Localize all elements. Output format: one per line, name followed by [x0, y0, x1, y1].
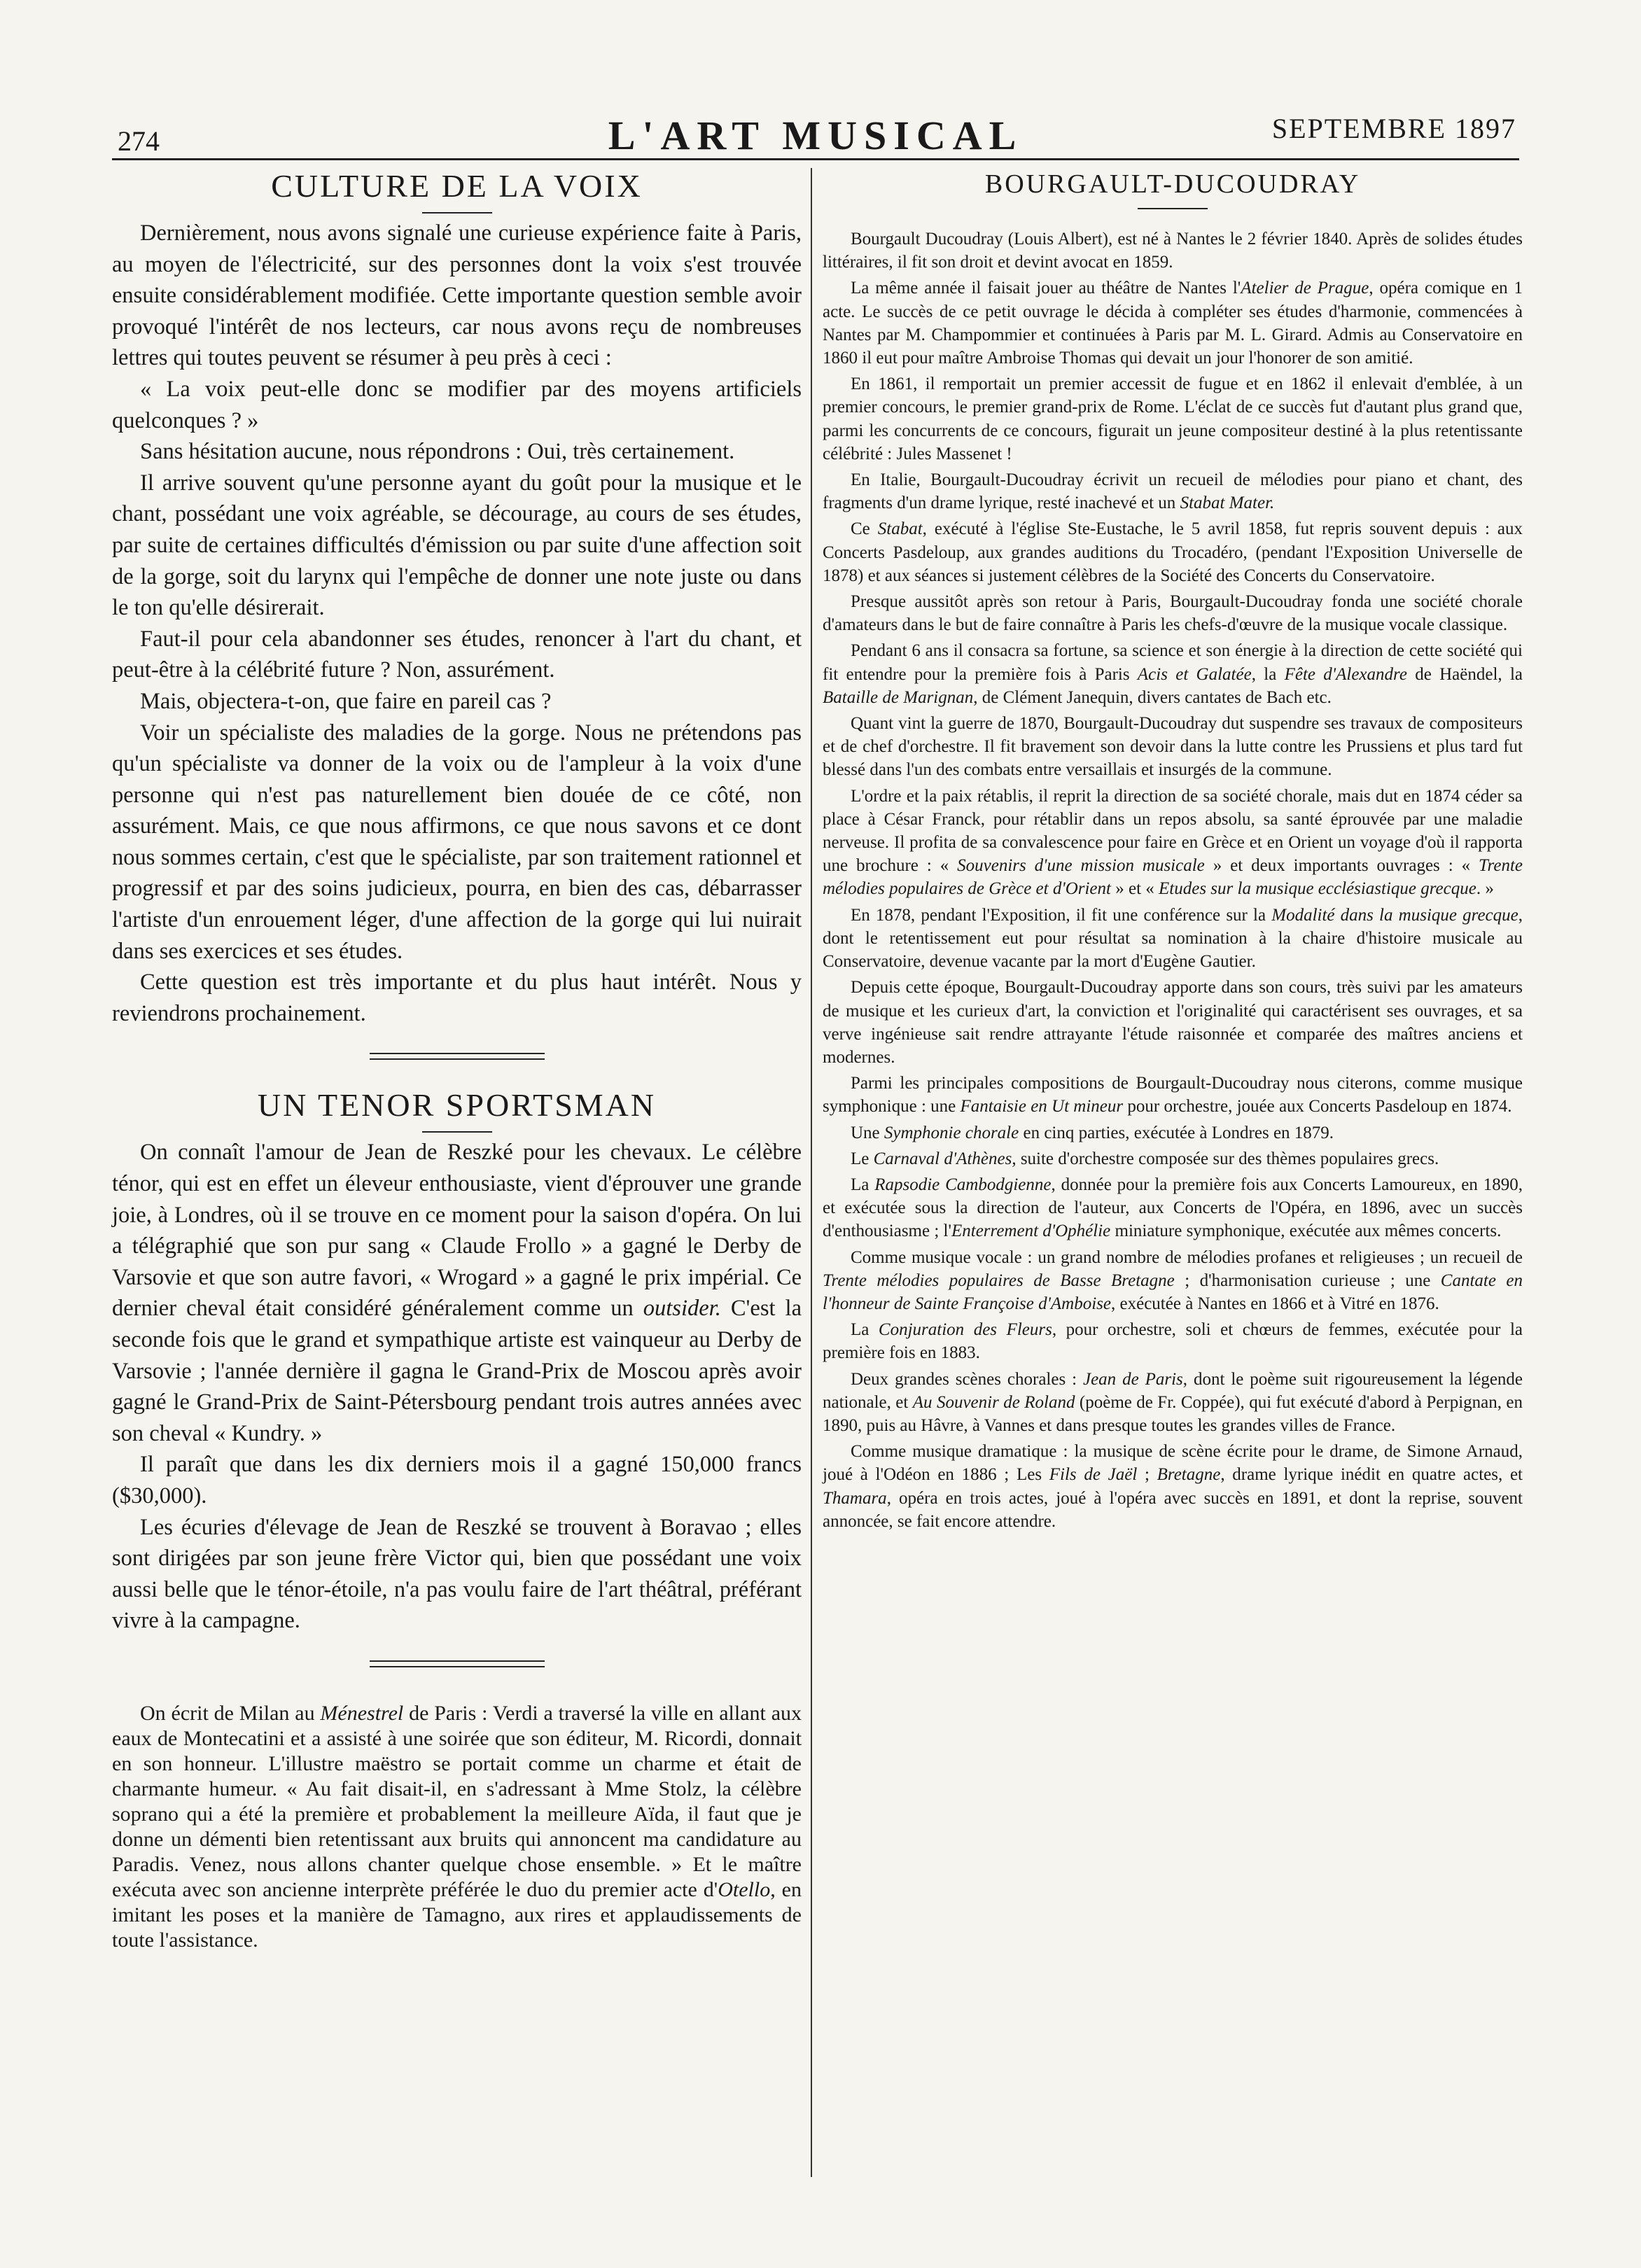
- bio-paragraph: Comme musique dramatique : la musique de scène écrite pour le drame, de Simone Arnaud, joué à l'Odéon en 1886 ; Les Fils de Jaël ; Bretagne, drame lyrique inédit en quatre actes, et Thamara, opéra en trois actes, joué à l'opéra avec succès en 1891, et dont la reprise, souvent annoncée, se fait encore attendre.: [823, 1442, 1523, 1531]
- bio-paragraph: La même année il faisait jouer au théâtre de Nantes l'Atelier de Prague, opéra comique en 1 acte. Le succès de ce petit ouvrage le décida à compléter ses études d'harmonie, commencées à Nantes par M. Champommier et continuées à Paris par M. L. Girard. Admis au Conservatoire en 1860 il eut pour maître Ambroise Thomas qui devait un jour l'honorer de son amitié.: [823, 279, 1523, 368]
- culture-paragraph: Mais, objectera-t-on, que faire en pareil cas ?: [140, 688, 552, 714]
- tenor-paragraph: On connaît l'amour de Jean de Reszké pour les chevaux. Le célèbre ténor, qui est en effet un éleveur enthousiaste, vient d'éprouver une grande joie, à Londres, où il se trouve en ce moment pour la saison d'opéra. On lui a télégraphié que son pur sang « Claude Frollo » a gagné le Derby de Varsovie et que son autre favori, « Wrogard » a gagné le prix impérial. Ce dernier cheval était considéré généralement comme un outsider. C'est la seconde fois que le grand et sympathique artiste est vainqueur au Derby de Varsovie ; l'année dernière il gagna le Grand-Prix de Moscou après avoir gagné le Grand-Prix de Saint-Pétersbourg pendant trois autres années avec son cheval « Kundry. »: [112, 1140, 802, 1446]
- issue-date: SEPTEMBRE 1897: [1271, 113, 1516, 144]
- column-divider: [811, 168, 812, 2177]
- bio-paragraph: La Conjuration des Fleurs, pour orchestre, soli et chœurs de femmes, exécutée pour la première fois en 1883.: [823, 1320, 1523, 1363]
- bio-paragraph: En Italie, Bourgault-Ducoudray écrivit un recueil de mélodies pour piano et chant, des fragments d'un drame lyrique, resté inachevé et un Stabat Mater.: [823, 470, 1523, 513]
- bio-paragraph: En 1878, pendant l'Exposition, il fit une conférence sur la Modalité dans la musique grecque, dont le retentissement eut pour résultat sa nomination à la chaire d'histoire musicale au Conservatoire, devenue vacante par la mort d'Eugène Gautier.: [823, 905, 1523, 972]
- culture-paragraph: Cette question est très importante et du plus haut intérêt. Nous y reviendrons prochainement.: [112, 969, 802, 1026]
- page-number: 274: [118, 125, 160, 157]
- culture-paragraph: Voir un spécialiste des maladies de la gorge. Nous ne prétendons pas qu'un spécialiste va donner de la voix ou de l'ampleur à la voix d'une personne qui n'est pas naturellement bien douée de ce côté, non assurément. Mais, ce que nous affirmons, ce que nous savons et ce dont nous sommes certain, c'est que le spécialiste, par son traitement rationnel et progressif et par des soins judicieux, pourra, en bien des cas, débarrasser l'artiste d'un enrouement léger, d'une affection de la gorge qui lui nuirait dans ses exercices et ses études.: [112, 720, 802, 964]
- bio-paragraph: Bourgault Ducoudray (Louis Albert), est né à Nantes le 2 février 1840. Après de solides études littéraires, il fit son droit et devint avocat en 1859.: [823, 230, 1523, 272]
- culture-paragraph: Sans hésitation aucune, nous répondrons : Oui, très certainement.: [140, 439, 735, 465]
- bio-paragraph: L'ordre et la paix rétablis, il reprit la direction de sa société chorale, mais dut en 1874 céder sa place à César Franck, pour rétablir dans un repos absolu, sa santé éprouvée par une maladie nerveuse. Il profita de sa convalescence pour faire en Grèce et en Orient un voyage d'où il rapporta une brochure : « Souvenirs d'une mission musicale » et deux importants ouvrages : « Trente mélodies populaires de Grèce et d'Orient » et « Etudes sur la musique ecclésiastique grecque. »: [823, 786, 1523, 899]
- bourgault-title: BOURGAULT-DUCOUDRAY: [984, 169, 1361, 199]
- bio-paragraph: Comme musique vocale : un grand nombre de mélodies profanes et religieuses ; un recueil de Trente mélodies populaires de Basse Bretagne ; d'harmonisation curieuse ; une Cantate en l'honneur de Sainte Françoise d'Amboise, exécutée à Nantes en 1866 et à Vitré en 1876.: [823, 1247, 1523, 1313]
- bio-paragraph: Quant vint la guerre de 1870, Bourgault-Ducoudray dut suspendre ses travaux de compositeurs et de chef d'orchestre. Il fit bravement son devoir dans la lutte contre les Prussiens et plus tard fut blessé dans l'un des combats entre versaillais et insurgés de la commune.: [823, 714, 1523, 780]
- bio-paragraph: Presque aussitôt après son retour à Paris, Bourgault-Ducoudray fonda une société chorale d'amateurs dans le but de faire connaître à Paris les chefs-d'œuvre de la musique vocale classique.: [823, 592, 1523, 635]
- bio-paragraph: Parmi les principales compositions de Bourgault-Ducoudray nous citerons, comme musique symphonique : une Fantaisie en Ut mineur pour orchestre, jouée aux Concerts Pasdeloup en 1874.: [823, 1074, 1523, 1116]
- bio-paragraph: Pendant 6 ans il consacra sa fortune, sa science et son énergie à la direction de cette société qui fit entendre pour la première fois à Paris Acis et Galatée, la Fête d'Alexandre de Haëndel, la Bataille de Marignan, de Clément Janequin, divers cantates de Bach etc.: [823, 641, 1523, 707]
- bio-paragraph: Une Symphonie chorale en cinq parties, exécutée à Londres en 1879.: [851, 1123, 1334, 1142]
- title-rule: [422, 212, 492, 214]
- tenor-paragraph: Il paraît que dans les dix derniers mois il a gagné 150,000 francs ($30,000).: [112, 1452, 802, 1508]
- journal-title: L'ART MUSICAL: [608, 113, 1024, 158]
- tenor-title: UN TENOR SPORTSMAN: [257, 1087, 657, 1124]
- culture-paragraph: « La voix peut-elle donc se modifier par des moyens artificiels quelconques ? »: [112, 376, 802, 433]
- tenor-paragraph: Les écuries d'élevage de Jean de Reszké se trouvent à Boravao ; elles sont dirigées par son jeune frère Victor qui, bien que possédant une voix aussi belle que le ténor-étoile, n'a pas voulu faire de l'art théâtral, préférant vivre à la campagne.: [112, 1514, 802, 1634]
- right-column: [823, 164, 1523, 1536]
- header-rule: [112, 158, 1519, 160]
- milan-paragraph: On écrit de Milan au Ménestrel de Paris : Verdi a traversé la ville en allant aux eaux de Montecatini et a assisté à une soirée que son éditeur, M. Ricordi, donnait en son honneur. L'illustre maëstro se portait comme un charme et était de charmante humeur. « Au fait disait-il, en s'adressant à Mme Stolz, la célèbre soprano qui a été la première et probablement la meilleure Aïda, il faut que je donne un démenti bien retentissant aux bruits qui annoncent ma candidature au Paradis. Venez, nous allons chanter quelque chose ensemble. » Et le maître exécuta avec son ancienne interprète préférée le duo du premier acte d'Otello, en imitant les poses et la manière de Tamagno, aux rires et applaudissements de toute l'assistance.: [112, 1701, 802, 1952]
- bio-paragraph: Le Carnaval d'Athènes, suite d'orchestre composée sur des thèmes populaires grecs.: [851, 1149, 1439, 1168]
- title-rule: [1138, 208, 1208, 209]
- section-separator: [370, 1053, 545, 1060]
- culture-paragraph: Il arrive souvent qu'une personne ayant du goût pour la musique et le chant, possédant une voix agréable, se décourage, au cours de ses études, par suite de certaines difficultés d'émission ou par suite d'une affection soit de la gorge, soit du larynx qui l'empêche de donner une note juste ou dans le ton qu'elle désirerait.: [112, 470, 802, 621]
- culture-paragraph: Faut-il pour cela abandonner ses études, renoncer à l'art du chant, et peut-être à la célébrité future ? Non, assurément.: [112, 626, 802, 683]
- bio-paragraph: En 1861, il remportait un premier accessit de fugue et en 1862 il enlevait d'emblée, à un premier concours, le premier grand-prix de Rome. L'éclat de ce succès fut d'autant plus grand que, parmi les concurrents de ce concours, figurait un jeune compositeur destiné à la plus retentissante célébrité : Jules Massenet !: [823, 374, 1523, 463]
- bio-paragraph: Deux grandes scènes chorales : Jean de Paris, dont le poème suit rigoureusement la légende nationale, et Au Souvenir de Roland (poème de Fr. Coppée), qui fut exécuté d'abord à Perpignan, en 1890, puis au Hâvre, à Vannes et dans presque toutes les grandes villes de France.: [823, 1369, 1523, 1435]
- bio-paragraph: Depuis cette époque, Bourgault-Ducoudray apporte dans son cours, très suivi par les amateurs de musique et les curieux d'art, la conviction et l'originalité qui caractérisent ses ouvrages, et sa verve ingénieuse sait rendre attrayante l'étude raisonnée et comparée des maîtres anciens et modernes.: [823, 978, 1523, 1067]
- culture-title: CULTURE DE LA VOIX: [271, 168, 643, 204]
- title-rule: [422, 1131, 492, 1133]
- bio-paragraph: Ce Stabat, exécuté à l'église Ste-Eustache, le 5 avril 1858, fut repris souvent depuis : aux Concerts Pasdeloup, aux grandes auditions du Trocadéro, (pendant l'Exposition Universelle de 1878) et aux séances si justement célèbres de la Société des Concerts du Conservatoire.: [823, 519, 1523, 585]
- culture-paragraph: Dernièrement, nous avons signalé une curieuse expérience faite à Paris, au moyen de l'électricité, sur des personnes dont la voix s'est trouvée ensuite considérablement modifiée. Cette importante question semble avoir provoqué l'intérêt de nos lecteurs, car nous avons reçu de nombreuses lettres qui toutes peuvent se résumer à peu près à ceci :: [112, 220, 802, 371]
- bio-paragraph: La Rapsodie Cambodgienne, donnée pour la première fois aux Concerts Lamoureux, en 1890, et exécutée sous la direction de l'auteur, aux Concerts de l'Opéra, en 1896, avec un succès d'enthousiasme ; l'Enterrement d'Ophélie miniature symphonique, exécutée aux mêmes concerts.: [823, 1175, 1523, 1241]
- page-header: [112, 105, 1519, 161]
- left-column: [112, 164, 802, 1953]
- section-separator: [370, 1660, 545, 1667]
